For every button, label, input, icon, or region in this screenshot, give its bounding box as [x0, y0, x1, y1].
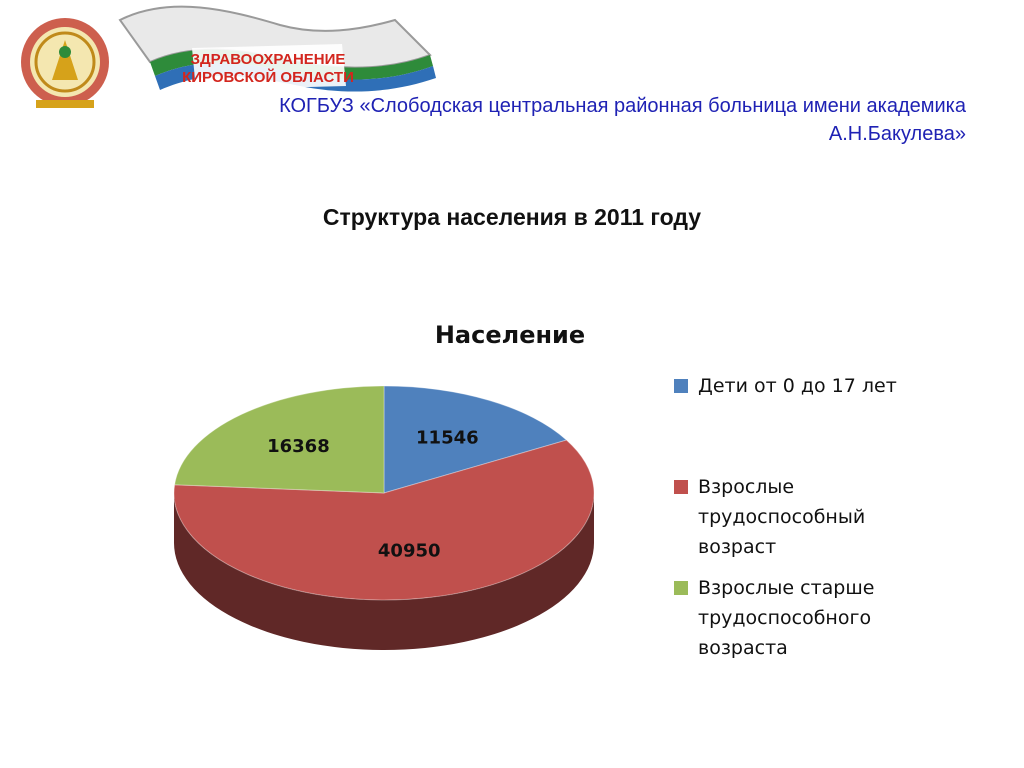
legend-label-elderly: Взрослые старше трудоспособного возраста [698, 577, 875, 659]
legend-label-working-age: Взрослые трудоспособный возраст [698, 476, 866, 558]
legend-swatch-children [674, 379, 688, 393]
pie-top-layer [174, 386, 594, 600]
legend-label-children: Дети от 0 до 17 лет [698, 375, 897, 397]
legend-entry-elderly [670, 573, 928, 663]
slide-title: Структура населения в 2011 году [322, 204, 702, 230]
legend-entry-working-age [670, 472, 928, 562]
legend-swatch-working-age [674, 480, 688, 494]
banner-line2: КИРОВСКОЙ ОБЛАСТИ [182, 69, 354, 86]
pie-chart [160, 370, 610, 670]
banner-line1: ЗДРАВООХРАНЕНИЕ [190, 51, 346, 68]
organization-name [146, 92, 966, 148]
legend-swatch-elderly [674, 581, 688, 595]
data-label-elderly: 16368 [267, 435, 330, 457]
chart-title: Население [434, 321, 586, 349]
organization-name-line1: КОГБУЗ «Слободская центральная районная больница имени академика [279, 95, 966, 117]
data-label-children: 11546 [416, 427, 479, 449]
organization-name-line2: А.Н.Бакулева» [828, 123, 966, 145]
data-label-working-age: 40950 [377, 540, 441, 562]
legend-entry-children [670, 371, 998, 401]
